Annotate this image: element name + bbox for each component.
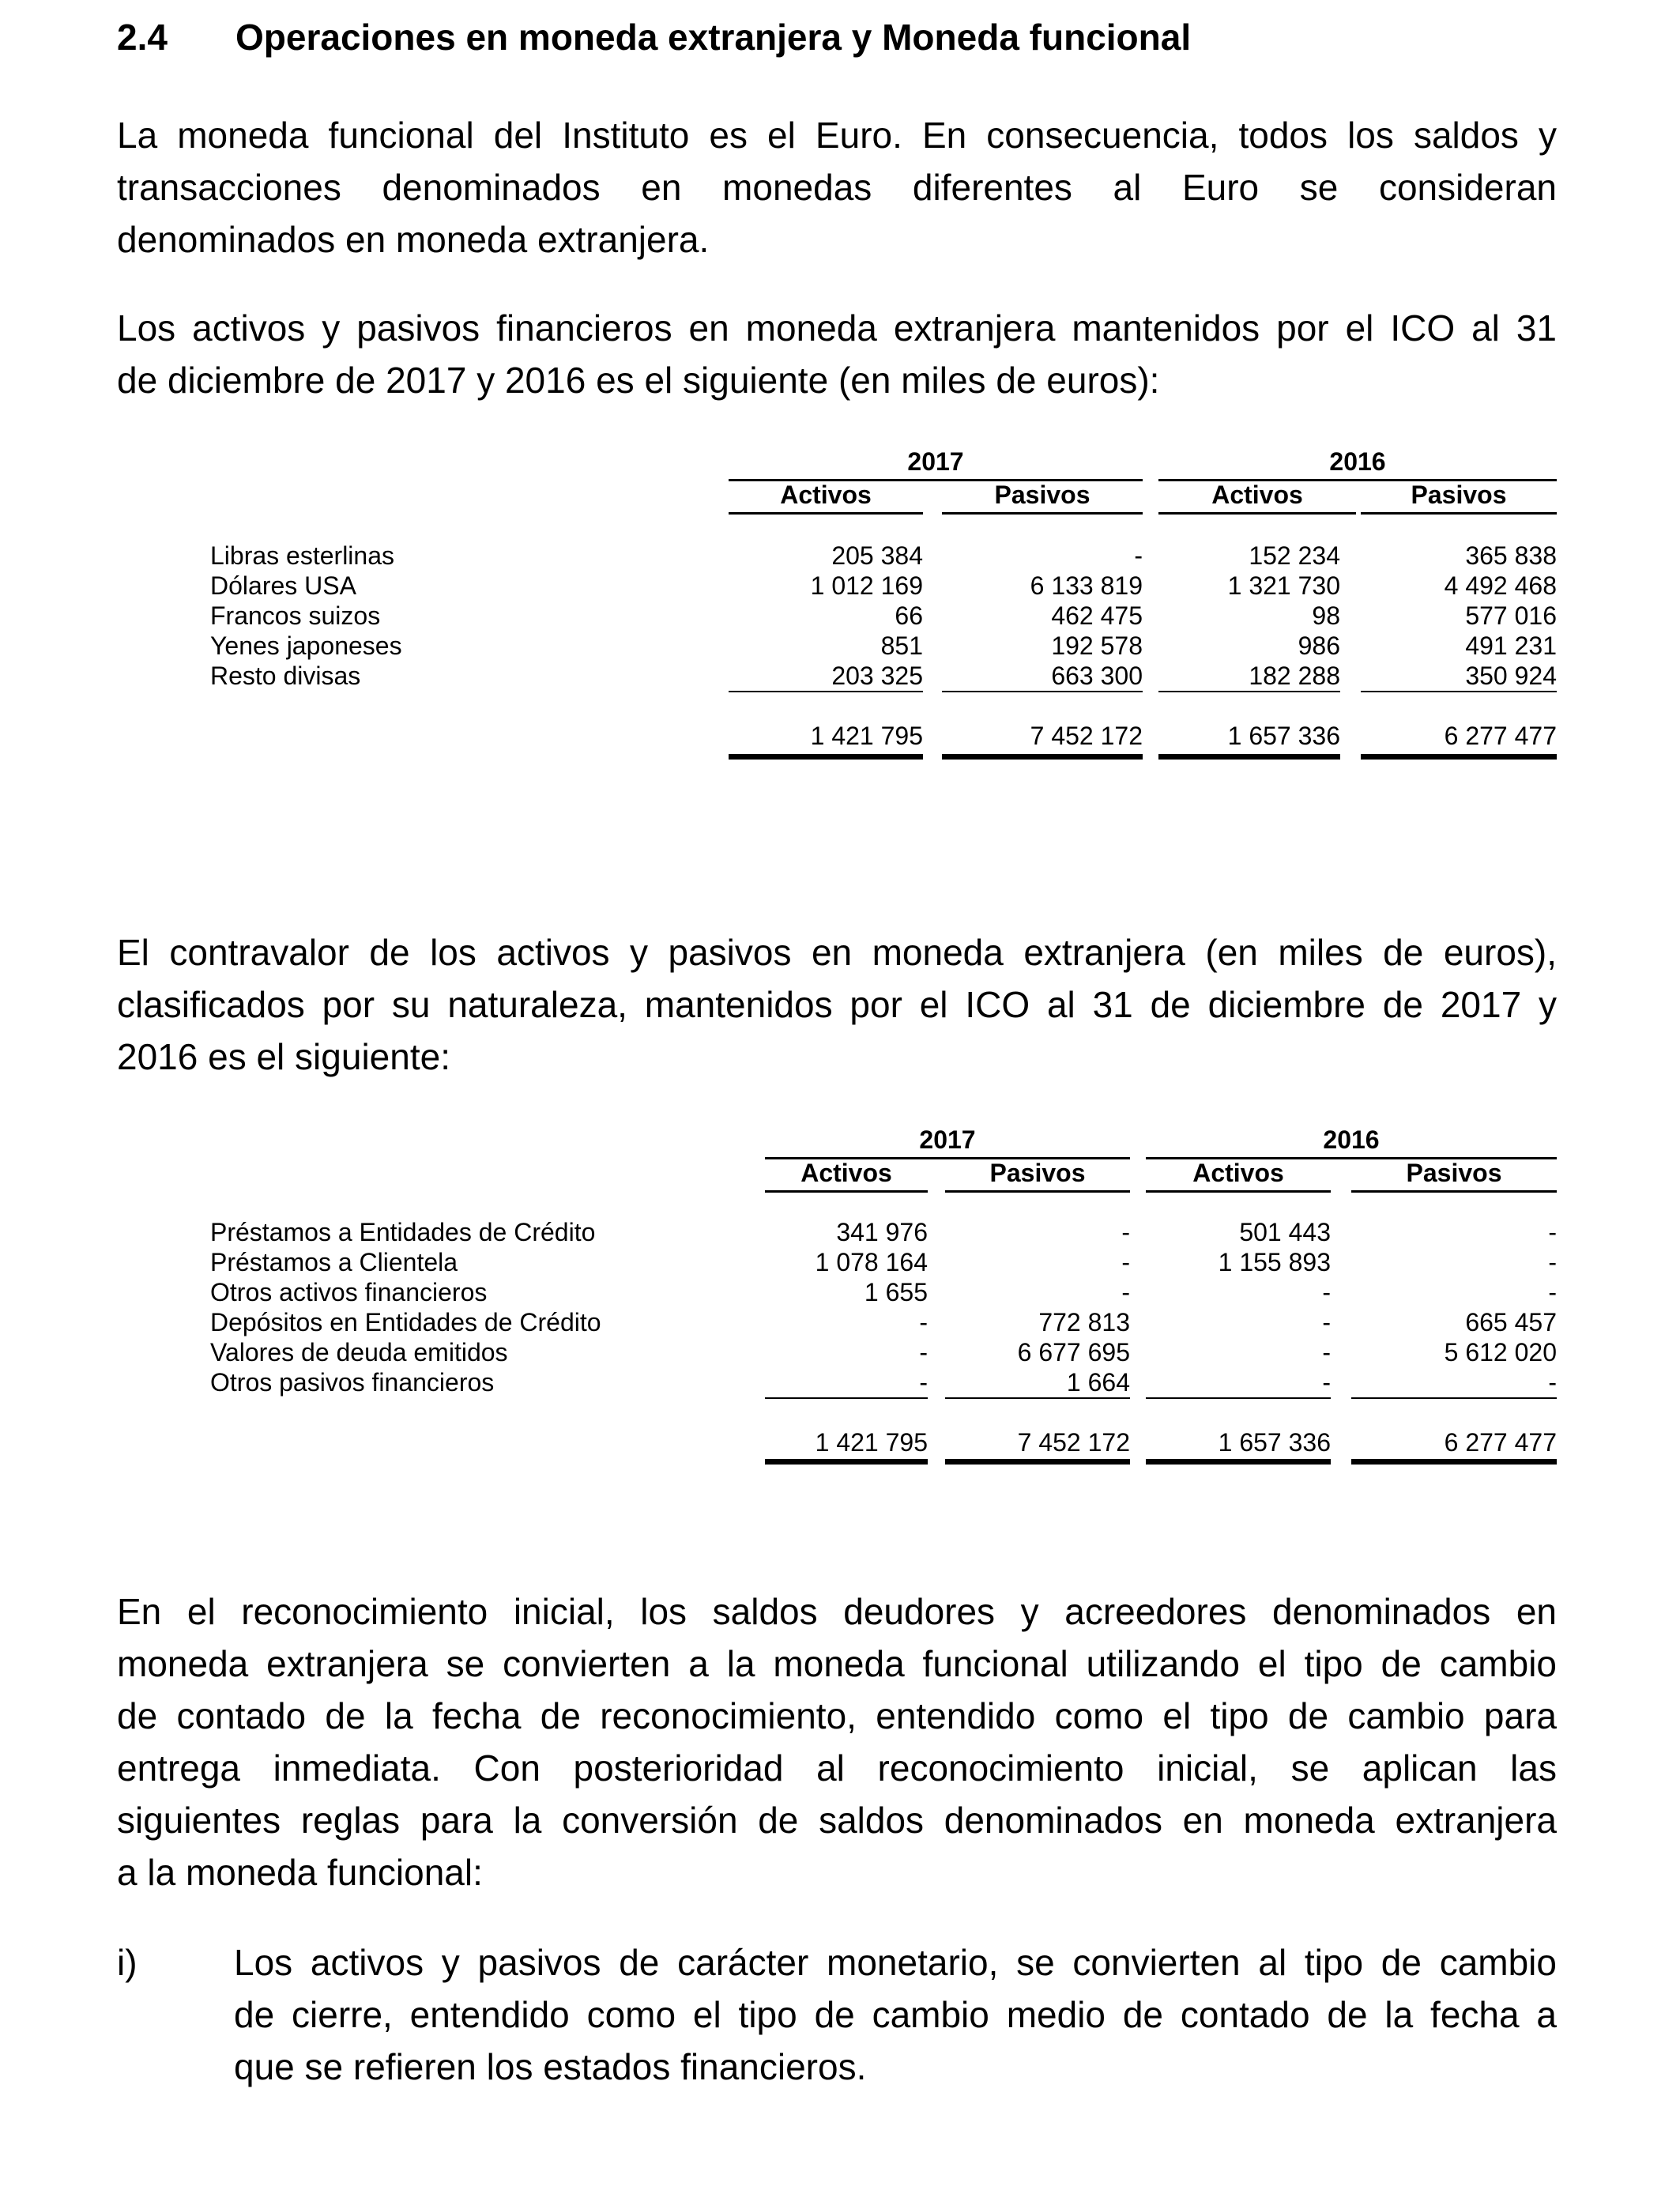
table2-cell: -: [1548, 1368, 1557, 1397]
table1-total: 1 657 336: [1227, 722, 1340, 750]
table2-cell: -: [919, 1308, 928, 1336]
table1-cell: 577 016: [1465, 601, 1557, 630]
table2-cell: 1 664: [1066, 1368, 1130, 1397]
table1-cell: 182 288: [1249, 662, 1340, 690]
table1-cell: 66: [895, 601, 923, 630]
table2-cell: 1 155 893: [1218, 1248, 1331, 1276]
table1-cell: 851: [880, 631, 923, 660]
table1-year-2017: 2017: [729, 447, 1143, 481]
table1-total-rule: [1158, 754, 1340, 760]
table1-subtotal-rule: [942, 691, 1143, 692]
table1-row-label: Libras esterlinas: [210, 541, 394, 570]
table1-cell: 1 012 169: [810, 571, 923, 600]
table2-row-label: Otros pasivos financieros: [210, 1368, 495, 1397]
paragraph-line: Los activos y pasivos financieros en moneda extranjera mantenidos por el ICO al 31: [117, 307, 1557, 349]
table2-row-label: Valores de deuda emitidos: [210, 1338, 508, 1367]
table2-header-pasivos-2016: Pasivos: [1351, 1157, 1557, 1193]
table2-cell: -: [1121, 1278, 1130, 1306]
paragraph-functional-currency: [117, 109, 1557, 266]
table2-total-rule: [1351, 1459, 1557, 1465]
table1-total-rule: [729, 754, 923, 760]
table1-header-activos-2017: Activos: [729, 479, 923, 515]
table2-header-activos-2016: Activos: [1146, 1157, 1331, 1193]
table1-cell: 491 231: [1465, 631, 1557, 660]
table1-row-label: Resto divisas: [210, 662, 361, 690]
paragraph-line: siguientes reglas para la conversión de saldos denominados en moneda extranjera: [117, 1800, 1557, 1841]
table2-cell: 6 677 695: [1017, 1338, 1130, 1367]
table2-cell: -: [919, 1338, 928, 1367]
paragraph-line: clasificados por su naturaleza, mantenidos por el ICO al 31 de diciembre de 2017 y: [117, 984, 1557, 1025]
paragraph-line: En el reconocimiento inicial, los saldos deudores y acreedores denominados en: [117, 1591, 1557, 1632]
table2-year-2017: 2017: [765, 1125, 1130, 1159]
table2-cell: -: [1322, 1278, 1331, 1306]
list-line: que se refieren los estados financieros.: [234, 2046, 867, 2087]
table1-cell: 205 384: [831, 541, 923, 570]
paragraph-line: El contravalor de los activos y pasivos en moneda extranjera (en miles de euros),: [117, 932, 1557, 973]
paragraph-line: denominados en moneda extranjera.: [117, 219, 710, 260]
table2-cell: -: [1322, 1308, 1331, 1336]
table2-cell: -: [1121, 1248, 1130, 1276]
table2-row-label: Préstamos a Entidades de Crédito: [210, 1218, 596, 1246]
table1-total: 7 452 172: [1030, 722, 1143, 750]
table2-year-2016: 2016: [1146, 1125, 1557, 1159]
table1-subtotal-rule: [729, 691, 923, 692]
table1-row-label: Dólares USA: [210, 571, 356, 600]
table1-total: 1 421 795: [810, 722, 923, 750]
table2-header-pasivos-2017: Pasivos: [945, 1157, 1130, 1193]
table1-total: 6 277 477: [1444, 722, 1557, 750]
paragraph-table1-intro: [117, 302, 1557, 406]
paragraph-line: a la moneda funcional:: [117, 1852, 483, 1893]
paragraph-line: de diciembre de 2017 y 2016 es el siguiente (en miles de euros):: [117, 360, 1160, 401]
table1-cell: 152 234: [1249, 541, 1340, 570]
table2-row-label: Préstamos a Clientela: [210, 1248, 458, 1276]
section-number: 2.4: [117, 17, 168, 58]
list-line: de cierre, entendido como el tipo de cambio medio de contado de la fecha a: [234, 1994, 1557, 2035]
table2-cell: 1 078 164: [815, 1248, 928, 1276]
table1-cell: 365 838: [1465, 541, 1557, 570]
table2-cell: 665 457: [1465, 1308, 1557, 1336]
table1-header-pasivos-2016: Pasivos: [1361, 479, 1557, 515]
table1-total-rule: [1361, 754, 1557, 760]
table2-cell: -: [1548, 1248, 1557, 1276]
table2-cell: -: [1322, 1338, 1331, 1367]
table1-cell: 203 325: [831, 662, 923, 690]
table1-row-label: Francos suizos: [210, 601, 381, 630]
table2-cell: 501 443: [1239, 1218, 1331, 1246]
paragraph-line: 2016 es el siguiente:: [117, 1036, 450, 1077]
table2-cell: -: [1548, 1218, 1557, 1246]
table2-cell: -: [919, 1368, 928, 1397]
table1-header-pasivos-2017: Pasivos: [942, 479, 1143, 515]
table2-total-rule: [765, 1459, 928, 1465]
list-marker: i): [117, 1942, 137, 1983]
table1-year-2016: 2016: [1158, 447, 1557, 481]
table2-cell: -: [1322, 1368, 1331, 1397]
paragraph-line: entrega inmediata. Con posterioridad al reconocimiento inicial, se aplican las: [117, 1747, 1557, 1789]
table2-cell: -: [1548, 1278, 1557, 1306]
paragraph-initial-recognition: [117, 1585, 1557, 1898]
table1-cell: -: [1134, 541, 1143, 570]
table2-cell: 772 813: [1038, 1308, 1130, 1336]
paragraph-line: moneda extranjera se convierten a la moneda funcional utilizando el tipo de cambio: [117, 1643, 1557, 1684]
table1-cell: 192 578: [1051, 631, 1143, 660]
table2-cell: 341 976: [836, 1218, 928, 1246]
paragraph-line: transacciones denominados en monedas diferentes al Euro se consideran: [117, 167, 1557, 208]
table2-cell: -: [1121, 1218, 1130, 1246]
paragraph-line: La moneda funcional del Instituto es el Euro. En consecuencia, todos los saldos y: [117, 115, 1557, 156]
table2-total: 1 657 336: [1218, 1428, 1331, 1457]
paragraph-line: de contado de la fecha de reconocimiento, entendido como el tipo de cambio para: [117, 1695, 1557, 1736]
table2-total: 6 277 477: [1444, 1428, 1557, 1457]
table2-total-rule: [945, 1459, 1130, 1465]
table1-row-label: Yenes japoneses: [210, 631, 402, 660]
table1-cell: 6 133 819: [1030, 571, 1143, 600]
table2-total: 1 421 795: [815, 1428, 928, 1457]
list-line: Los activos y pasivos de carácter monetario, se convierten al tipo de cambio: [234, 1942, 1557, 1983]
table2-cell: 5 612 020: [1444, 1338, 1557, 1367]
table1-subtotal-rule: [1158, 691, 1340, 692]
table1-cell: 986: [1298, 631, 1340, 660]
table2-header-activos-2017: Activos: [765, 1157, 928, 1193]
table2-subtotal-rule: [765, 1397, 928, 1399]
table1-cell: 1 321 730: [1227, 571, 1340, 600]
list-item-text: [234, 1936, 1557, 2093]
table1-cell: 4 492 468: [1444, 571, 1557, 600]
table1-cell: 98: [1312, 601, 1340, 630]
table2-subtotal-rule: [945, 1397, 1130, 1399]
table2-total: 7 452 172: [1017, 1428, 1130, 1457]
table1-header-activos-2016: Activos: [1158, 479, 1356, 515]
table2-subtotal-rule: [1146, 1397, 1331, 1399]
table1-cell: 462 475: [1051, 601, 1143, 630]
table1-total-rule: [942, 754, 1143, 760]
section-title: Operaciones en moneda extranjera y Moneda funcional: [235, 17, 1192, 58]
table1-cell: 350 924: [1465, 662, 1557, 690]
table2-row-label: Otros activos financieros: [210, 1278, 488, 1306]
table2-row-label: Depósitos en Entidades de Crédito: [210, 1308, 601, 1336]
table1-subtotal-rule: [1361, 691, 1557, 692]
table2-subtotal-rule: [1351, 1397, 1557, 1399]
table2-total-rule: [1146, 1459, 1331, 1465]
paragraph-table2-intro: [117, 926, 1557, 1083]
table2-cell: 1 655: [864, 1278, 928, 1306]
table1-cell: 663 300: [1051, 662, 1143, 690]
